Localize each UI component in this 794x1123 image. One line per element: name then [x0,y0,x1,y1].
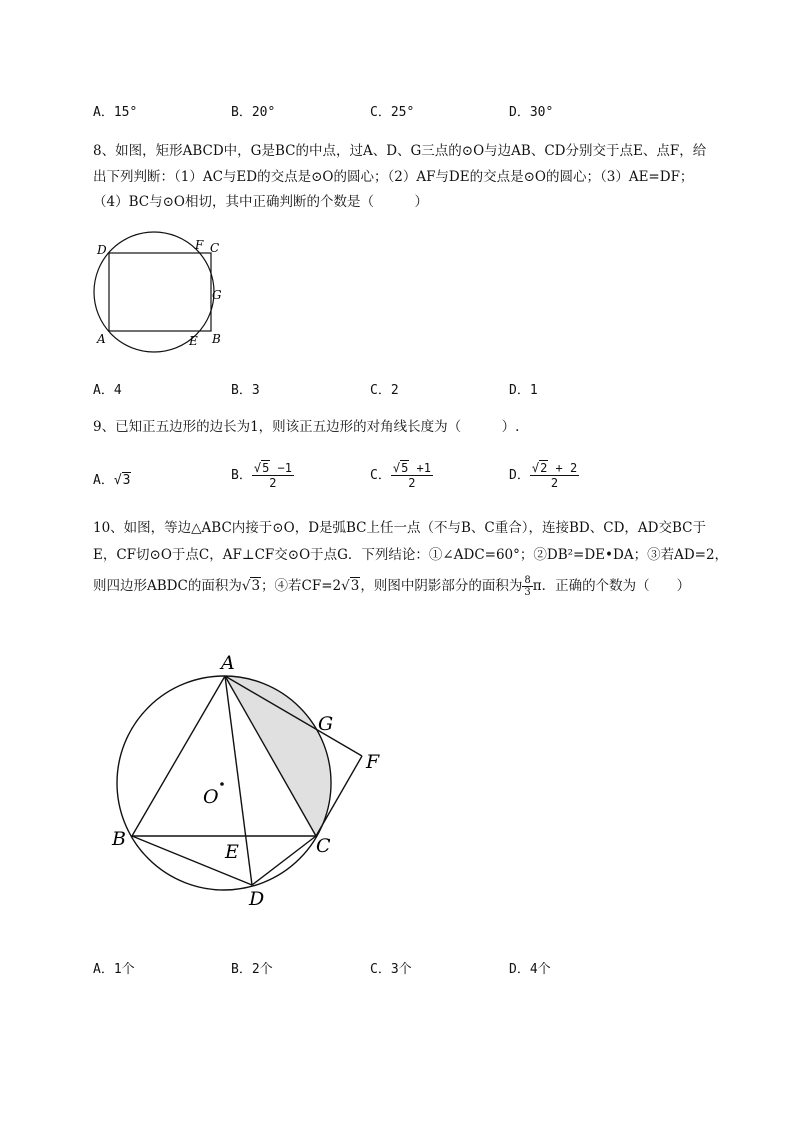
q7-option-d: D．30° [509,105,554,120]
q10-label-b: B [112,828,126,850]
q10-text-line1: 10、如图，等边△ABC内接于⊙O，D是弧BC上任一点（不与B、C重合），连接BD、CD，AD交BC于 [93,520,706,536]
q8-label-f: F [195,238,204,252]
q8-rectangle [109,253,211,331]
q9-option-b: B． $\frac{√5 -1}{2}$ [231,461,292,490]
q10-figure [105,645,395,915]
q10-center-dot [220,782,224,786]
q7-option-b: B．20° [231,105,276,120]
q10-text-line3: 则四边形ABDC的面积为√3；④若CF=2√3，则图中阴影部分的面积为 $\frac{8}{3}$ π．正确的个数为（ ） [93,575,691,598]
q10-segment-ab [132,676,225,836]
q10-shaded-region [225,676,330,836]
q7-option-c: C．25° [370,105,415,120]
q10-segment-cd [252,836,316,885]
q10-label-a: A [221,652,235,674]
q10-option-d: D．4个 [509,962,551,977]
q8-label-c: C [210,241,220,255]
q8-label-d: D [97,243,107,257]
q10-label-f: F [366,751,380,773]
q8-figure [85,230,235,355]
q10-label-g: G [318,713,334,735]
q9-c-fraction: $\frac{√5 +1}{2}$ [392,461,431,490]
q8-label-a: A [97,332,106,346]
q10-label-d: D [249,888,265,910]
q8-text-line2: 出下列判断：（1）AC与ED的交点是⊙O的圆心；（2）AF与DE的交点是⊙O的圆心；（3）AE=DF； [93,169,694,185]
sqrt-symbol: √3 [113,473,131,488]
q10-label-e: E [225,841,239,863]
q9-b-fraction: $\frac{√5 -1}{2}$ [253,461,292,490]
q8-option-d: D．1 [509,383,538,398]
q9-option-a: A．√3 [93,473,131,488]
q10-label-c: C [316,835,331,857]
q8-label-g: G [212,288,222,302]
q10-label-o: O [203,786,219,808]
q7-option-a: A．15° [93,105,138,120]
q9-d-fraction: $\frac{√2 + 2}{2}$ [531,461,578,490]
q8-text-line1: 8、如图，矩形ABCD中，G是BC的中点，过A、D、G三点的⊙O与边AB、CD分别交于点E、点F，给 [93,143,707,159]
q8-label-b: B [212,332,221,346]
q10-option-c: C．3个 [370,962,412,977]
q10-option-a: A．1个 [93,962,135,977]
q8-option-b: B．3 [231,383,260,398]
q10-text-line2: E，CF切⊙O于点C，AF⊥CF交⊙O于点G．下列结论：①∠ADC=60°；②DB²=DE•DA；③若AD=2， [93,547,729,563]
q8-label-e: E [189,334,198,348]
q9-option-d: D． $\frac{√2 + 2}{2}$ [509,461,578,490]
q9-text: 9、已知正五边形的边长为1，则该正五边形的对角线长度为（ ）. [93,419,520,435]
q8-text-line3: （4）BC与⊙O相切，其中正确判断的个数是（ ） [93,194,428,210]
q8-option-a: A．4 [93,383,122,398]
q9-option-c: C． $\frac{√5 +1}{2}$ [370,461,431,490]
q10-option-b: B．2个 [231,962,273,977]
q8-option-c: C．2 [370,383,399,398]
